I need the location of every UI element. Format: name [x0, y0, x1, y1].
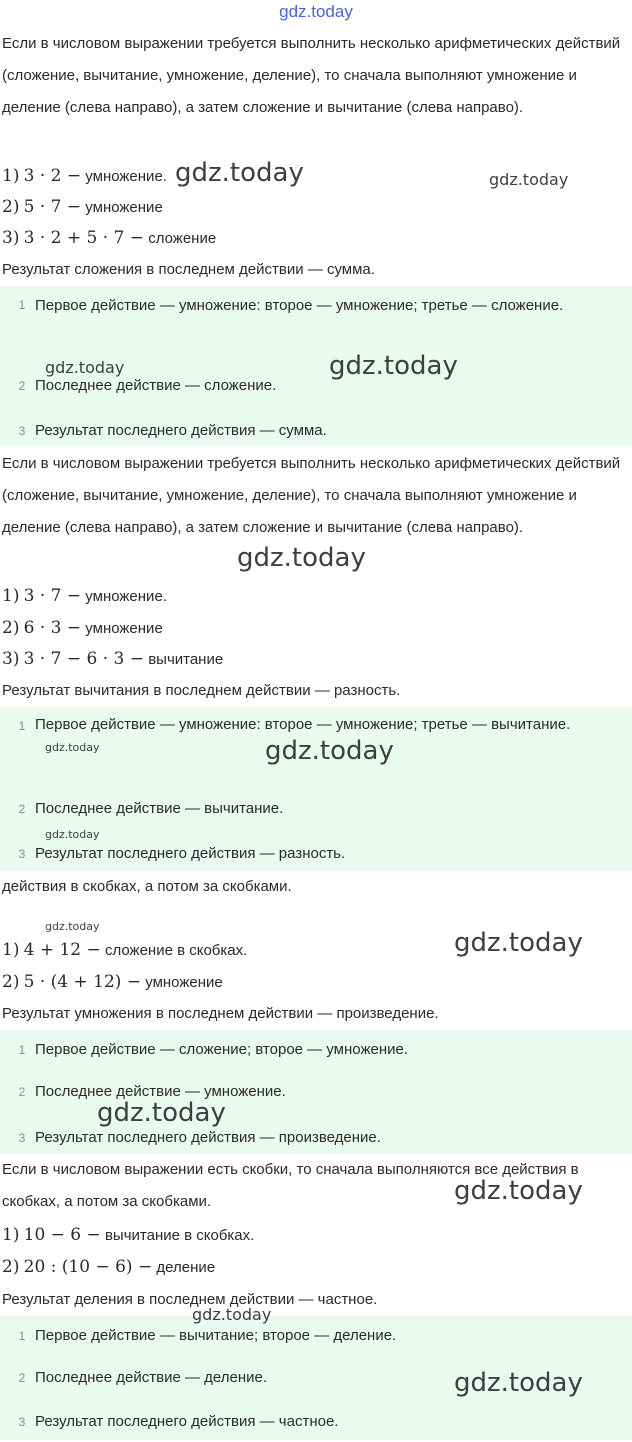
answer-text: Первое действие — умножение: второе — умножение; третье — сложение.	[35, 297, 564, 314]
step-operation: умножение	[145, 974, 223, 991]
step-expression: 3 · 7 − 6 · 3 −	[23, 649, 145, 669]
step-expression: 5 · (4 + 12) −	[23, 972, 142, 992]
step-number: 2)	[2, 197, 20, 217]
step-operation: умножение.	[85, 168, 167, 185]
rule-paragraph: Если в числовом выражении требуется выполнить несколько арифметических действий (сложение, вычитание, умножение, деление), то сначала выполняют умножение и деление (слева направо), а затем сложение и вычитание (слева направо).	[2, 455, 621, 536]
watermark: gdz.today	[237, 543, 366, 573]
step-number: 1)	[2, 166, 20, 186]
watermark: gdz.today	[45, 828, 100, 841]
step-number: 1)	[2, 586, 20, 606]
result-statement: Результат вычитания в последнем действии — разность.	[2, 682, 401, 699]
step-number: 1)	[2, 940, 20, 960]
answer-list	[0, 1030, 632, 1154]
answer-number: 1	[18, 298, 26, 312]
step-number: 2)	[2, 1257, 20, 1277]
step-number: 2)	[2, 618, 20, 638]
answer-number: 3	[18, 424, 26, 438]
watermark: gdz.today	[175, 158, 304, 188]
answer-text: Первое действие — сложение; второе — умножение.	[35, 1041, 408, 1058]
step-expression: 3 · 7 −	[23, 586, 82, 606]
watermark: gdz.today	[454, 928, 583, 958]
step-expression: 3 · 2 + 5 · 7 −	[23, 228, 145, 248]
answer-text: Последнее действие — вычитание.	[35, 800, 284, 817]
result-statement: Результат сложения в последнем действии — сумма.	[2, 261, 375, 278]
rule-paragraph: Если в числовом выражении требуется выполнить несколько арифметических действий (сложение, вычитание, умножение, деление), то сначала выполняют умножение и деление (слева направо), а затем сложение и вычитание (слева направо).	[2, 35, 621, 116]
answer-number: 1	[18, 1329, 26, 1343]
answer-number: 3	[18, 1131, 26, 1145]
step-operation: вычитание в скобках.	[104, 1227, 255, 1244]
answer-number: 2	[18, 1085, 26, 1099]
rule-paragraph: действия в скобках, а потом за скобками.	[2, 878, 292, 895]
step-expression: 10 − 6 −	[23, 1225, 101, 1245]
watermark: gdz.today	[192, 1305, 272, 1324]
step-expression: 20 : (10 − 6) −	[23, 1257, 153, 1277]
step-line	[2, 1219, 630, 1252]
answer-text: Первое действие — умножение: второе — умножение; третье — вычитание.	[35, 716, 571, 733]
watermark: gdz.today	[45, 741, 100, 754]
watermark: gdz.today	[454, 1368, 583, 1398]
answer-text: Первое действие — вычитание; второе — деление.	[35, 1327, 397, 1344]
step-line	[2, 191, 630, 224]
step-line	[2, 966, 630, 999]
watermark: gdz.today	[329, 351, 458, 381]
step-operation: умножение	[85, 199, 163, 216]
step-line	[2, 580, 630, 613]
answer-text: Последнее действие — умножение.	[35, 1083, 286, 1100]
answer-number: 2	[18, 1371, 26, 1385]
step-expression: 6 · 3 −	[23, 618, 82, 638]
answer-number: 3	[18, 847, 26, 861]
step-operation: умножение.	[85, 588, 167, 605]
watermark: gdz.today	[265, 736, 394, 766]
watermark: gdz.today	[45, 920, 100, 933]
answer-number: 3	[18, 1415, 26, 1429]
step-number: 2)	[2, 972, 20, 992]
answer-number: 1	[18, 719, 26, 733]
answer-text: Последнее действие — сложение.	[35, 377, 277, 394]
watermark: gdz.today	[97, 1098, 226, 1128]
answer-number: 2	[18, 802, 26, 816]
step-operation: сложение	[148, 230, 217, 247]
answer-text: Результат последнего действия — частное.	[35, 1413, 339, 1430]
step-operation: умножение	[85, 620, 163, 637]
step-expression: 3 · 2 −	[23, 166, 82, 186]
step-operation: вычитание	[148, 651, 224, 668]
watermark: gdz.today	[454, 1176, 583, 1206]
result-statement: Результат умножения в последнем действии — произведение.	[2, 1005, 439, 1022]
step-number: 3)	[2, 228, 20, 248]
rule-paragraph: Если в числовом выражении есть скобки, то сначала выполняются все действия в скобках, а потом за скобками.	[2, 1161, 579, 1210]
step-operation: сложение в скобках.	[104, 942, 248, 959]
answer-list	[0, 707, 632, 871]
watermark: gdz.today	[45, 358, 125, 377]
step-expression: 5 · 7 −	[23, 197, 82, 217]
step-line	[2, 1251, 630, 1284]
step-number: 3)	[2, 649, 20, 669]
answer-text: Последнее действие — деление.	[35, 1369, 268, 1386]
step-line	[2, 612, 630, 645]
step-number: 1)	[2, 1225, 20, 1245]
answer-number: 2	[18, 379, 26, 393]
answer-text: Результат последнего действия — произведение.	[35, 1129, 381, 1146]
top-watermark: gdz.today	[279, 2, 353, 21]
step-expression: 4 + 12 −	[23, 940, 101, 960]
result-statement: Результат деления в последнем действии — частное.	[2, 1291, 378, 1308]
answer-number: 1	[18, 1043, 26, 1057]
step-operation: деление	[156, 1259, 216, 1276]
step-line	[2, 643, 630, 676]
watermark: gdz.today	[489, 170, 569, 189]
step-line	[2, 222, 630, 255]
answer-text: Результат последнего действия — разность.	[35, 845, 346, 862]
answer-text: Результат последнего действия — сумма.	[35, 422, 327, 439]
